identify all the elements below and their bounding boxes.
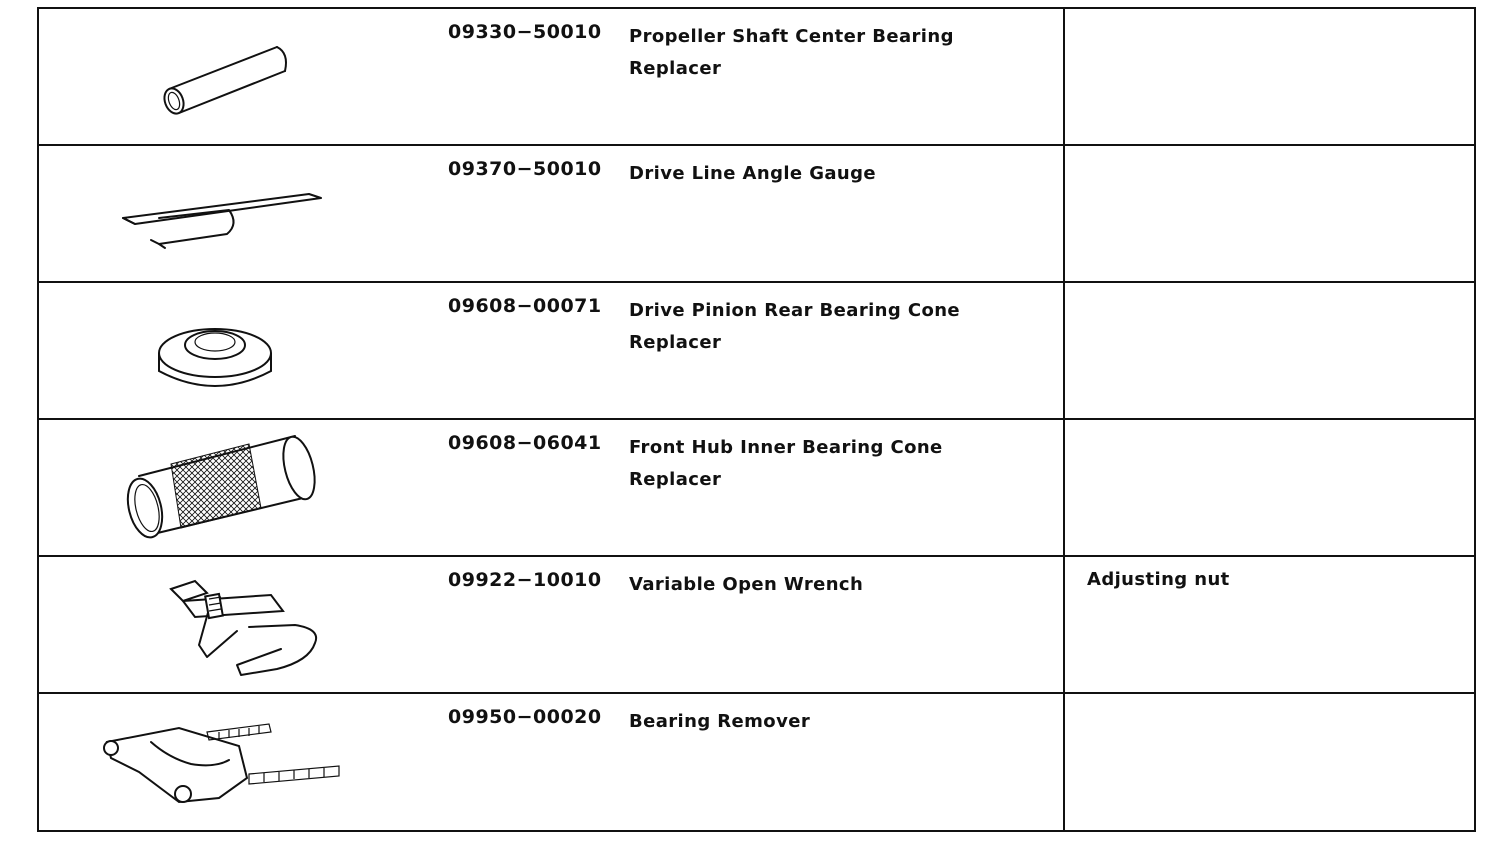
table-row — [39, 146, 1474, 283]
special-tools-table — [37, 7, 1476, 832]
column-divider — [1063, 9, 1065, 144]
cone-replacer-icon — [99, 291, 419, 416]
column-divider — [1063, 283, 1065, 418]
tool-note: Adjusting nut — [1087, 569, 1230, 590]
column-divider — [1063, 557, 1065, 692]
table-row — [39, 420, 1474, 557]
tool-name: Variable Open Wrench — [629, 574, 864, 595]
part-number: 09608−06041 — [448, 432, 602, 454]
tool-name: Propeller Shaft Center Bearing Replacer — [629, 26, 954, 79]
part-number: 09608−00071 — [448, 295, 602, 317]
part-number: 09922−10010 — [448, 569, 602, 591]
tool-name: Drive Line Angle Gauge — [629, 163, 877, 184]
tube-replacer-icon — [99, 17, 419, 142]
column-divider — [1063, 420, 1065, 555]
table-row — [39, 9, 1474, 146]
knurled-replacer-icon — [99, 428, 419, 553]
tool-name: Drive Pinion Rear Bearing Cone Replacer — [629, 300, 961, 353]
tool-name: Bearing Remover — [629, 711, 811, 732]
tool-name: Front Hub Inner Bearing Cone Replacer — [629, 437, 943, 490]
part-number: 09370−50010 — [448, 158, 602, 180]
table-row — [39, 694, 1474, 830]
column-divider — [1063, 146, 1065, 281]
bearing-remover-icon — [99, 702, 419, 827]
column-divider — [1063, 694, 1065, 830]
part-number: 09330−50010 — [448, 21, 602, 43]
table-row — [39, 557, 1474, 694]
part-number: 09950−00020 — [448, 706, 602, 728]
angle-gauge-icon — [99, 154, 419, 279]
open-wrench-icon — [99, 565, 419, 690]
table-row — [39, 283, 1474, 420]
